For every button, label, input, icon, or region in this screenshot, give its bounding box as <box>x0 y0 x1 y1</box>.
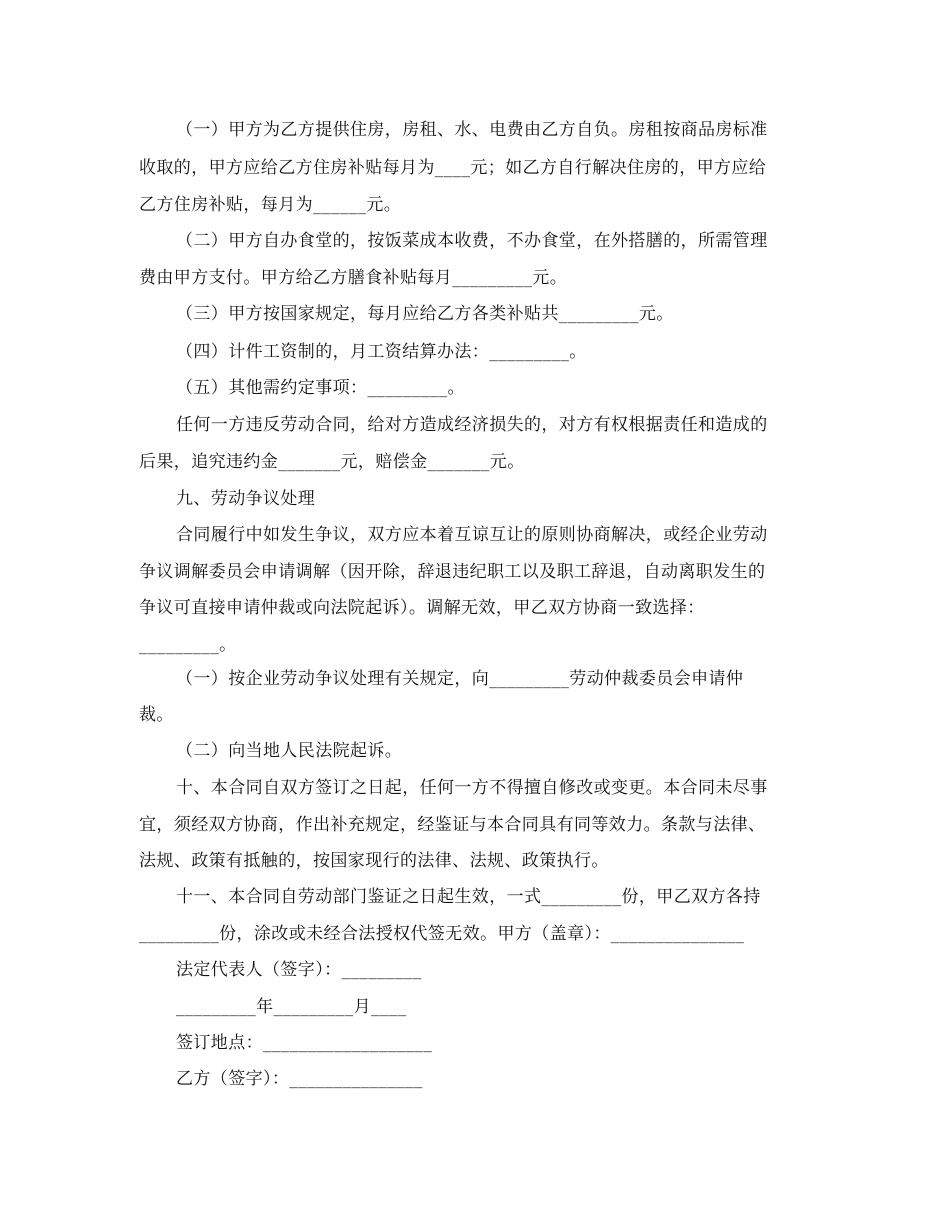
signature-legal-rep: 法定代表人（签字）：_________ <box>176 960 422 980</box>
signature-date: _________年_________月____ <box>176 997 407 1017</box>
para-housing-line-3: 乙方住房补贴，每月为______元。 <box>139 195 402 215</box>
para-arbitration-line-1: （一）按企业劳动争议处理有关规定，向_________劳动仲裁委员会申请仲 <box>176 669 744 689</box>
para-clause-eleven-line-2: _________份，涂改或未经合法授权代签无效。甲方（盖章）：_______________ <box>139 924 745 944</box>
para-clause-ten-line-2: 宜，须经双方协商，作出补充规定，经鉴证与本合同具有同等效力。条款与法律、 <box>139 815 766 835</box>
para-meals-line-2: 费由甲方支付。甲方给乙方膳食补贴每月_________元。 <box>139 268 568 288</box>
para-dispute-line-3: 争议可直接申请仲裁或向法院起诉）。调解无效，甲乙双方协商一致选择： <box>139 598 705 618</box>
para-other-matters: （五）其他需约定事项：_________。 <box>176 378 465 398</box>
section-heading-dispute: 九、劳动争议处理 <box>176 489 316 509</box>
para-clause-ten-line-3: 法规、政策有抵触的，按国家现行的法律、法规、政策执行。 <box>139 851 609 871</box>
para-meals-line-1: （二）甲方自办食堂的，按饭菜成本收费，不办食堂，在外搭膳的，所需管理 <box>176 231 768 251</box>
para-piecework: （四）计件工资制的，月工资结算办法：_________。 <box>176 342 587 362</box>
para-dispute-line-2: 争议调解委员会申请调解（因开除，辞退违纪职工以及职工辞退，自动离职发生的 <box>139 562 766 582</box>
signature-place: 签订地点：___________________ <box>176 1033 433 1053</box>
para-arbitration-line-2: 裁。 <box>139 705 174 725</box>
para-breach-line-2: 后果，追究违约金_______元，赔偿金_______元。 <box>139 452 525 472</box>
signature-party-b: 乙方（签字）：_______________ <box>176 1069 423 1089</box>
para-dispute-line-4: _________。 <box>139 635 237 655</box>
para-clause-eleven-line-1: 十一、本合同自劳动部门鉴证之日起生效，一式_________份，甲乙双方各持 <box>176 887 761 907</box>
para-clause-ten-line-1: 十、本合同自双方签订之日起，任何一方不得擅自修改或变更。本合同未尽事 <box>176 778 768 798</box>
para-housing-line-2: 收取的，甲方应给乙方住房补贴每月为____元；如乙方自行解决住房的，甲方应给 <box>139 158 767 178</box>
para-allowance: （三）甲方按国家规定，每月应给乙方各类补贴共_________元。 <box>176 304 674 324</box>
para-housing-line-1: （一）甲方为乙方提供住房，房租、水、电费由乙方自负。房租按商品房标准 <box>176 120 768 140</box>
para-dispute-line-1: 合同履行中如发生争议，双方应本着互谅互让的原则协商解决，或经企业劳动 <box>176 525 768 545</box>
para-court: （二）向当地人民法院起诉。 <box>176 741 403 761</box>
para-breach-line-1: 任何一方违反劳动合同，给对方造成经济损失的，对方有权根据责任和造成的 <box>176 415 768 435</box>
